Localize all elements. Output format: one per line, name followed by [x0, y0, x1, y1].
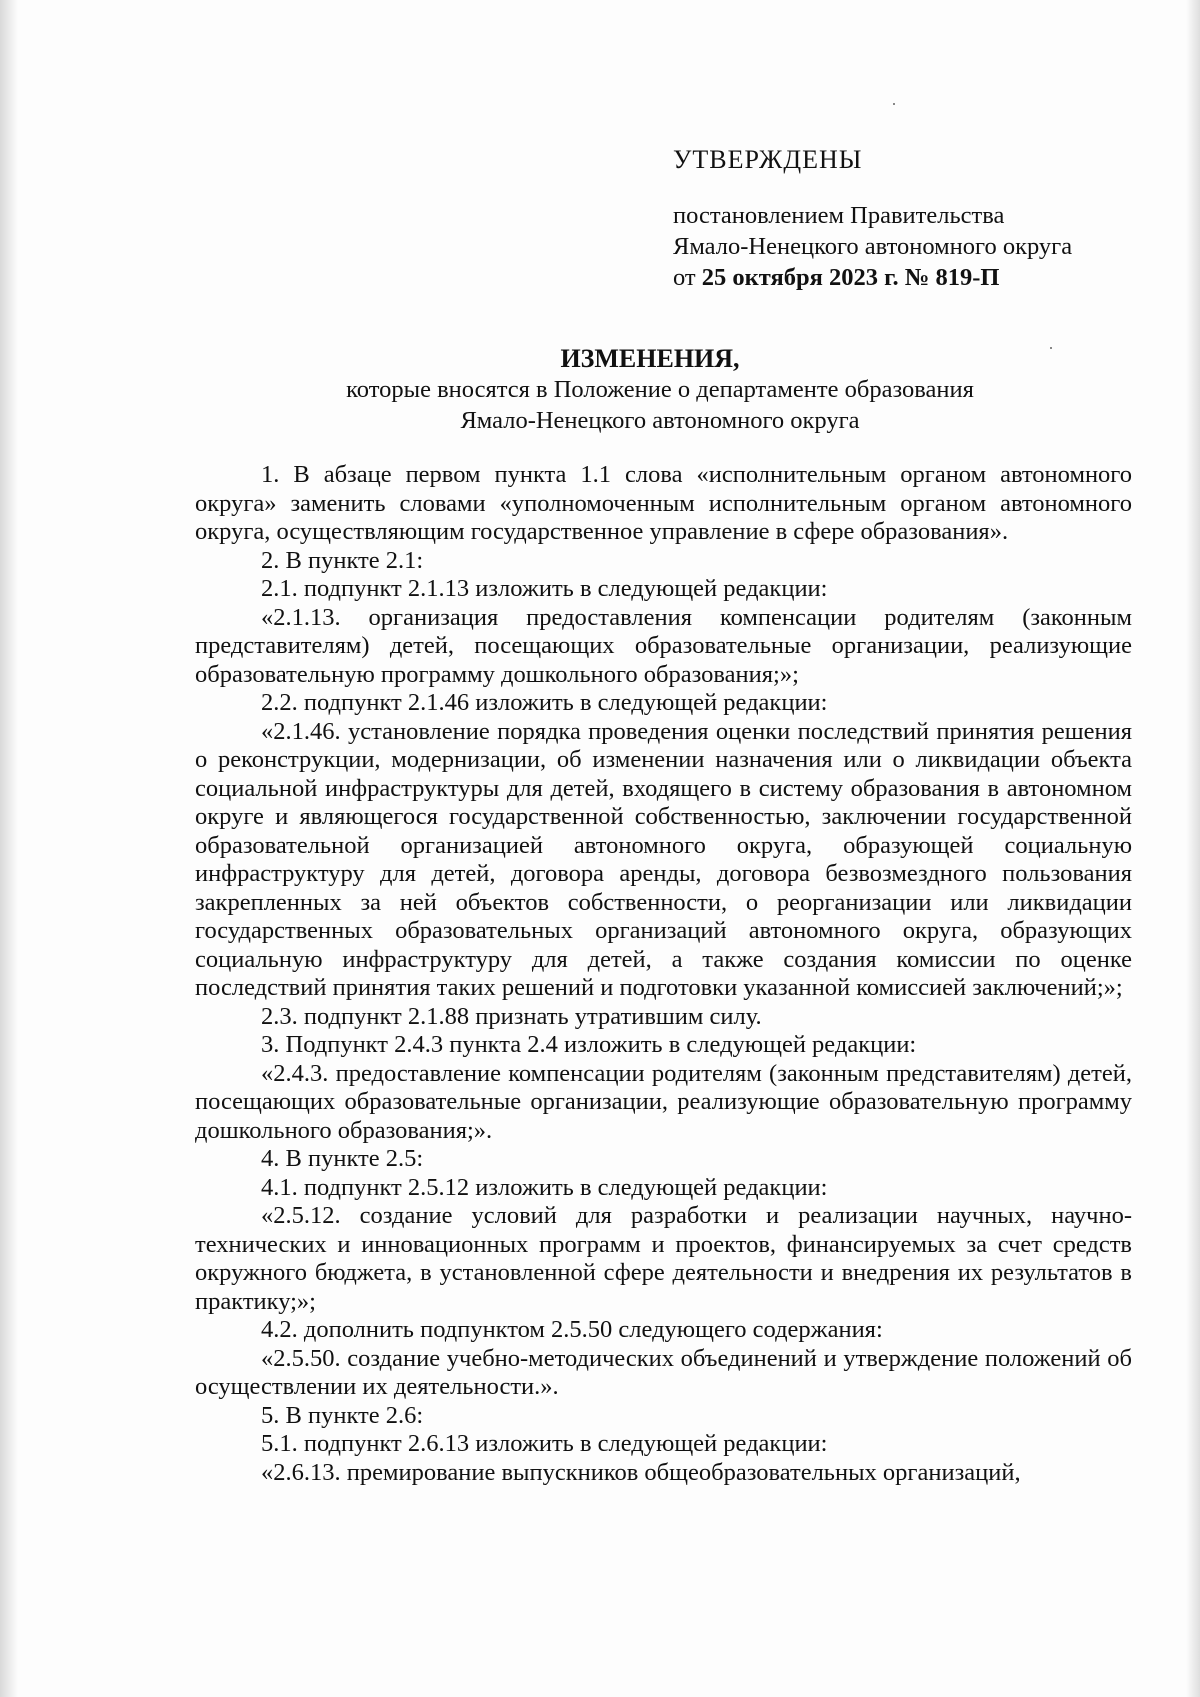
- paragraph: 1. В абзаце первом пункта 1.1 слова «исполнительным органом автономного округа» заменить словами «уполномоченным исполнительным органом автономного округа, осуществляющим государственное управление в сфере образования».: [195, 461, 1132, 545]
- paragraph: «2.1.13. организация предоставления компенсации родителям (законным представителям) детей, посещающих образовательные организации, реализующие образовательную программу дошкольного образования;»;: [195, 603, 1132, 688]
- paragraph: 4. В пункте 2.5:: [261, 1145, 424, 1172]
- paragraph: 4.2. дополнить подпунктом 2.5.50 следующего содержания:: [261, 1316, 883, 1343]
- subtitle-line-1: которые вносятся в Положение о департаменте образования: [346, 376, 974, 403]
- paragraph: «2.4.3. предоставление компенсации родителям (законным представителям) детей, посещающих образовательные организации, реализующие образовательную программу дошкольного образования;».: [195, 1059, 1132, 1144]
- date-prefix: от: [673, 264, 696, 291]
- paragraph: 3. Подпункт 2.4.3 пункта 2.4 изложить в следующей редакции:: [261, 1031, 917, 1058]
- paragraph: 2.3. подпункт 2.1.88 признать утратившим силу.: [261, 1002, 762, 1030]
- paragraph: 5. В пункте 2.6:: [261, 1401, 424, 1429]
- paragraph: 5.1. подпункт 2.6.13 изложить в следующей редакции:: [261, 1430, 828, 1457]
- paragraph: «2.6.13. премирование выпускников общеобразовательных организаций,: [261, 1458, 1021, 1486]
- approved-label: УТВЕРЖДЕНЫ: [673, 145, 863, 174]
- approval-region: Ямало-Ненецкого автономного округа: [673, 233, 1073, 260]
- paragraph: 2.2. подпункт 2.1.46 изложить в следующей редакции:: [261, 689, 828, 716]
- paragraph: «2.5.50. создание учебно-методических объединений и утверждение положений об осуществлении их деятельности.».: [195, 1344, 1132, 1400]
- approval-by: постановлением Правительства: [673, 202, 1005, 229]
- paragraph: «2.1.46. установление порядка проведения оценки последствий принятия решения о реконструкции, модернизации, об изменении назначения или о ликвидации объекта социальной инфраструктуры для детей, входящего в систему образования в автономном округе и являющегося государственной собственностью, заключении государственной образовательной организацией автономного округа, образующей социальную инфраструктуру для детей, договора аренды, договора безвозмездного пользования закрепленных за ней объектов собственности, о реорганизации или ликвидации государственных образовательных организаций автономного округа, образующих социальную инфраструктуру для детей, а также создания комиссии по оценке последствий принятия таких решений и подготовки указанной комиссией заключений;»;: [195, 717, 1132, 1001]
- scan-speck: [893, 103, 895, 105]
- paragraph: «2.5.12. создание условий для разработки и реализации научных, научно-технических и инновационных программ и проектов, финансируемых за счет средств окружного бюджета, в установленной сфере деятельности и внедрения их результатов в практику;»;: [195, 1202, 1132, 1315]
- document-heading: ИЗМЕНЕНИЯ,: [560, 344, 740, 373]
- approval-date: [673, 262, 1072, 293]
- paragraph: 4.1. подпункт 2.5.12 изложить в следующей редакции:: [261, 1173, 828, 1201]
- scan-edge-right: [1186, 0, 1200, 1697]
- approval-block: [673, 200, 1072, 293]
- subtitle-line-2: Ямало-Ненецкого автономного округа: [460, 407, 860, 434]
- paragraph: 2. В пункте 2.1:: [261, 546, 424, 574]
- paragraph: 2.1. подпункт 2.1.13 изложить в следующей редакции:: [261, 575, 828, 602]
- scan-edge-left: [0, 0, 18, 1697]
- document-subtitle: [0, 374, 1200, 436]
- amendments-body: [195, 461, 1132, 1487]
- date-number: 25 октября 2023 г. № 819-П: [701, 264, 1000, 291]
